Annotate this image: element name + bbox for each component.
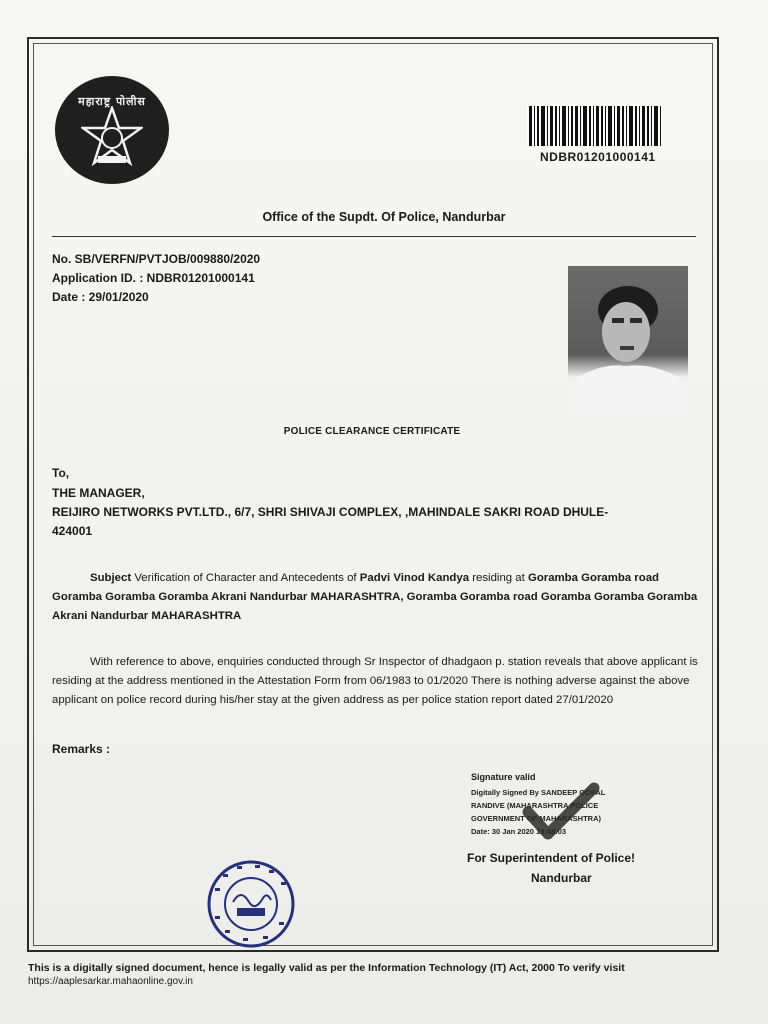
signature-line-2: RANDIVE (MAHARASHTRA POLICE [471,801,599,810]
body-text: With reference to above, enquiries conducted through Sr Inspector of dhadgaon p. station reveals that above applicant is residing at the address mentioned in the Attestation Form from 06/1983 to 01/2020 There is nothing adverse against the above applicant on police record during his/her stay at the given address as per police station report dated 27/01/2020 [52,656,698,706]
signatory-place: Nandurbar [531,871,592,885]
subject-label: Subject [90,572,132,584]
signature-line-3: GOVERNMENT OF MAHARASHTRA) [471,814,601,823]
body-paragraph [52,653,712,710]
to-label: To, [52,466,70,480]
subject-residing: residing at [472,572,525,584]
subject-prefix: Verification of Character and Antecedents of [134,572,357,584]
barcode-number: NDBR01201000141 [540,150,656,164]
addressee-pincode: 424001 [52,524,93,538]
signatory-title: For Superintendent of Police! [467,851,636,865]
checkmark-icon [520,782,600,842]
header-divider [52,236,696,237]
reference-number: No. SB/VERFN/PVTJOB/009880/2020 [52,252,261,266]
applicant-name: Padvi Vinod Kandya [359,572,470,584]
certificate-title: POLICE CLEARANCE CERTIFICATE [283,426,461,437]
issue-date: Date : 29/01/2020 [52,290,149,304]
office-title: Office of the Supdt. Of Police, Nandurbar [262,210,506,224]
applicant-address: Goramba Goramba road Goramba Goramba Goramba Akrani Nandurbar MAHARASHTRA, Goramba Goramba road Goramba Goramba Goramba Akrani Nandurbar MAHARASHTRA [52,572,698,622]
logo-text: महाराष्ट्र पोलीस [78,95,146,108]
signature-line-1: Digitally Signed By SANDEEP GOPAL [471,788,606,797]
footer-url[interactable]: https://aaplesarkar.mahaonline.gov.in [28,976,193,987]
signature-valid: Signature valid [471,772,536,782]
addressee-title: THE MANAGER, [52,486,145,500]
remarks-label: Remarks : [52,742,111,756]
application-id: Application ID. : NDBR01201000141 [52,271,255,285]
addressee-company: REIJIRO NETWORKS PVT.LTD., 6/7, SHRI SHIVAJI COMPLEX, ,MAHINDALE SAKRI ROAD DHULE- [52,505,609,519]
star-badge-icon [81,106,143,168]
signature-line-4: Date: 30 Jan 2020 18:48:03 [471,827,567,836]
person-portrait-icon [568,266,688,414]
footer-disclaimer: This is a digitally signed document, hence is legally valid as per the Information Technology (IT) Act, 2000 To verify visit [28,962,625,974]
barcode-graphic [527,104,663,148]
subject-paragraph [52,569,712,626]
company-stamp-icon [203,858,299,950]
police-logo [55,76,169,184]
applicant-photo [568,266,688,414]
